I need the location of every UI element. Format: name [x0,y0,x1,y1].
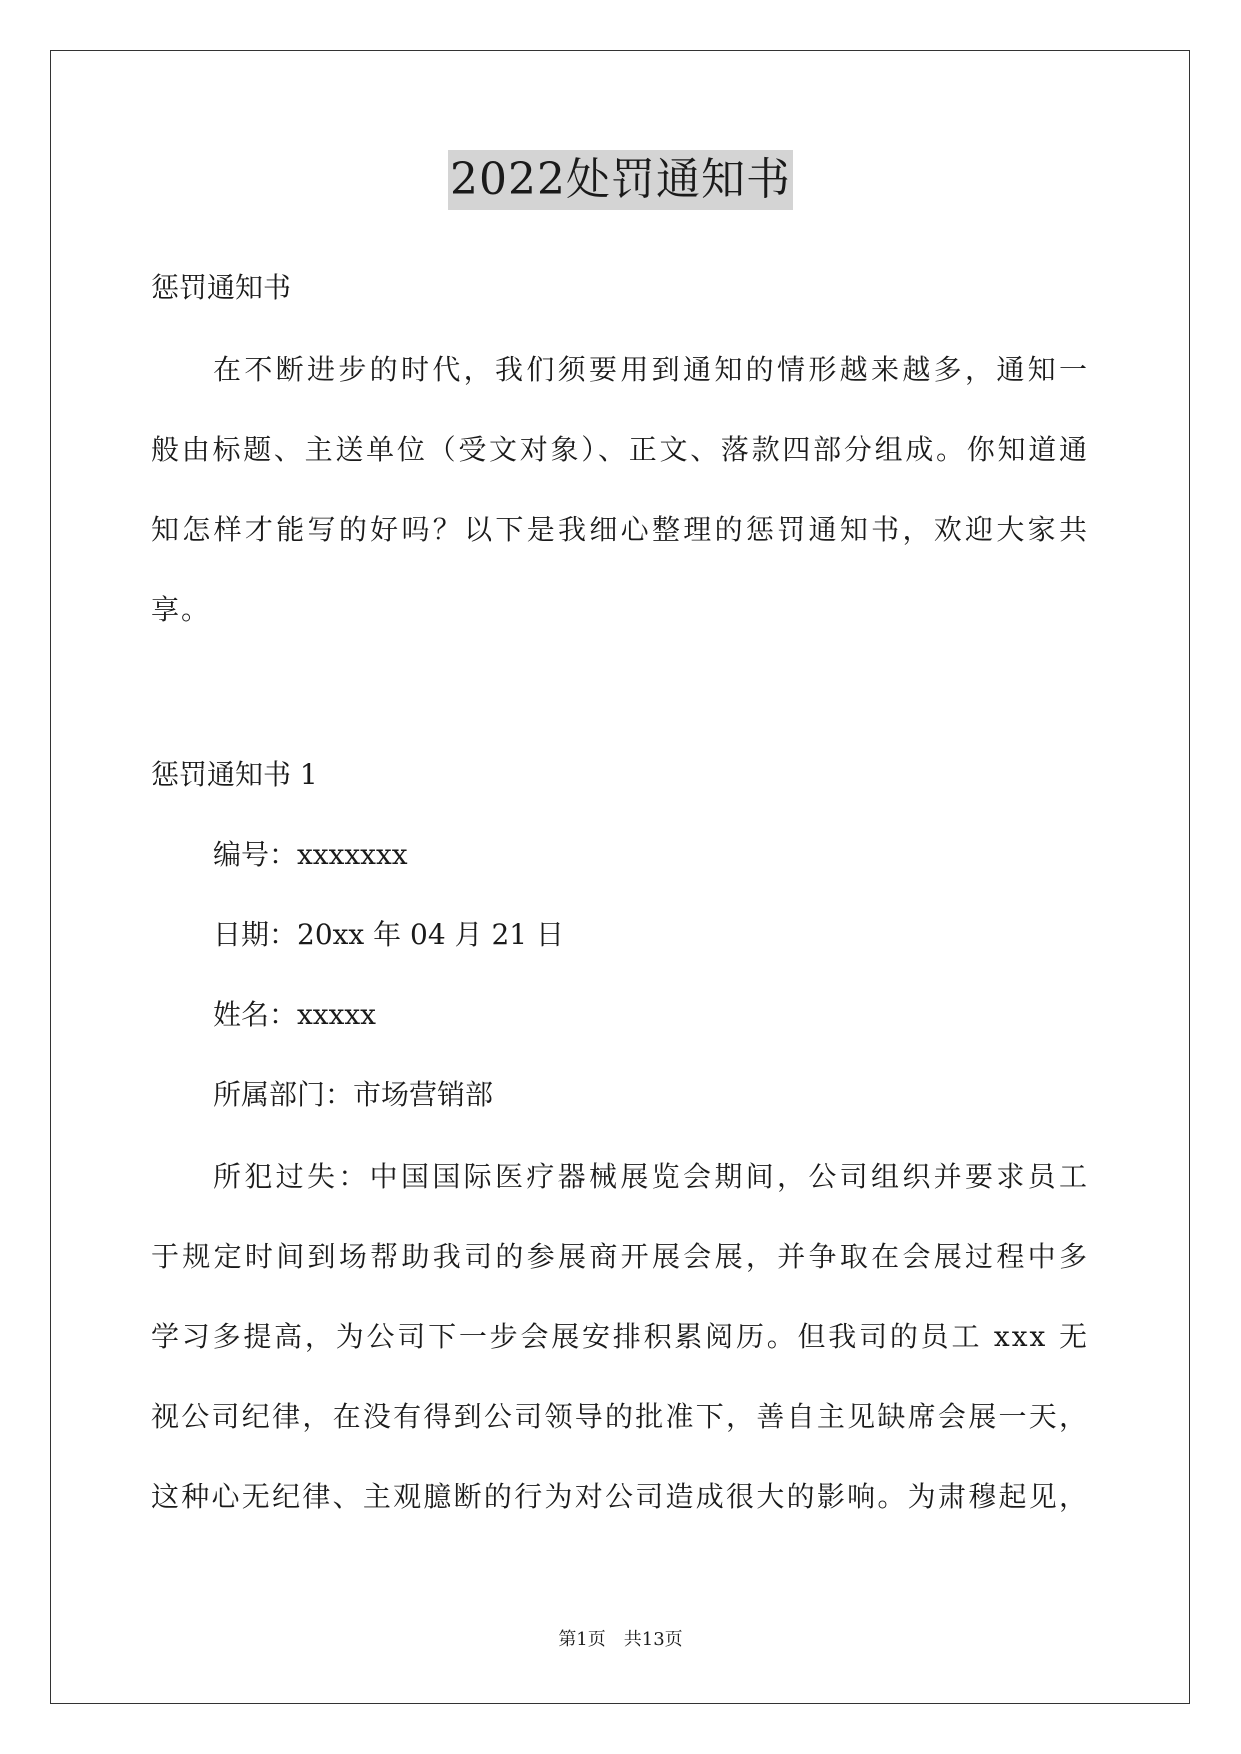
document-title [0,150,1241,210]
field-name: 姓名：xxxxx [213,998,376,1031]
section-heading: 惩罚通知书 1 [151,758,318,791]
intro-paragraph-line: 享。 [151,593,212,626]
intro-paragraph-line: 知怎样才能写的好吗？以下是我细心整理的惩罚通知书，欢迎大家共 [151,513,1089,546]
offense-paragraph-line: 学习多提高，为公司下一步会展安排积累阅历。但我司的员工 xxx 无 [151,1320,1089,1353]
intro-heading: 惩罚通知书 [151,271,292,304]
page-footer [0,1628,1241,1652]
field-department: 所属部门：市场营销部 [213,1078,494,1111]
offense-paragraph-line: 于规定时间到场帮助我司的参展商开展会展，并争取在会展过程中多 [151,1240,1089,1273]
offense-paragraph-line: 所犯过失：中国国际医疗器械展览会期间，公司组织并要求员工 [213,1160,1089,1193]
document-title-text: 2022处罚通知书 [448,150,793,210]
page-number-total: 共13页 [623,1629,683,1650]
intro-paragraph-line: 般由标题、主送单位（受文对象）、正文、落款四部分组成。你知道通 [151,433,1089,466]
field-date: 日期：20xx 年 04 月 21 日 [213,918,564,951]
offense-paragraph-line: 视公司纪律，在没有得到公司领导的批准下，善自主见缺席会展一天， [151,1400,1089,1433]
intro-paragraph-line: 在不断进步的时代，我们须要用到通知的情形越来越多，通知一 [213,353,1089,386]
field-number: 编号：xxxxxxx [213,838,408,871]
page-number-current: 第1页 [558,1629,606,1650]
offense-paragraph-line: 这种心无纪律、主观臆断的行为对公司造成很大的影响。为肃穆起见， [151,1480,1089,1513]
